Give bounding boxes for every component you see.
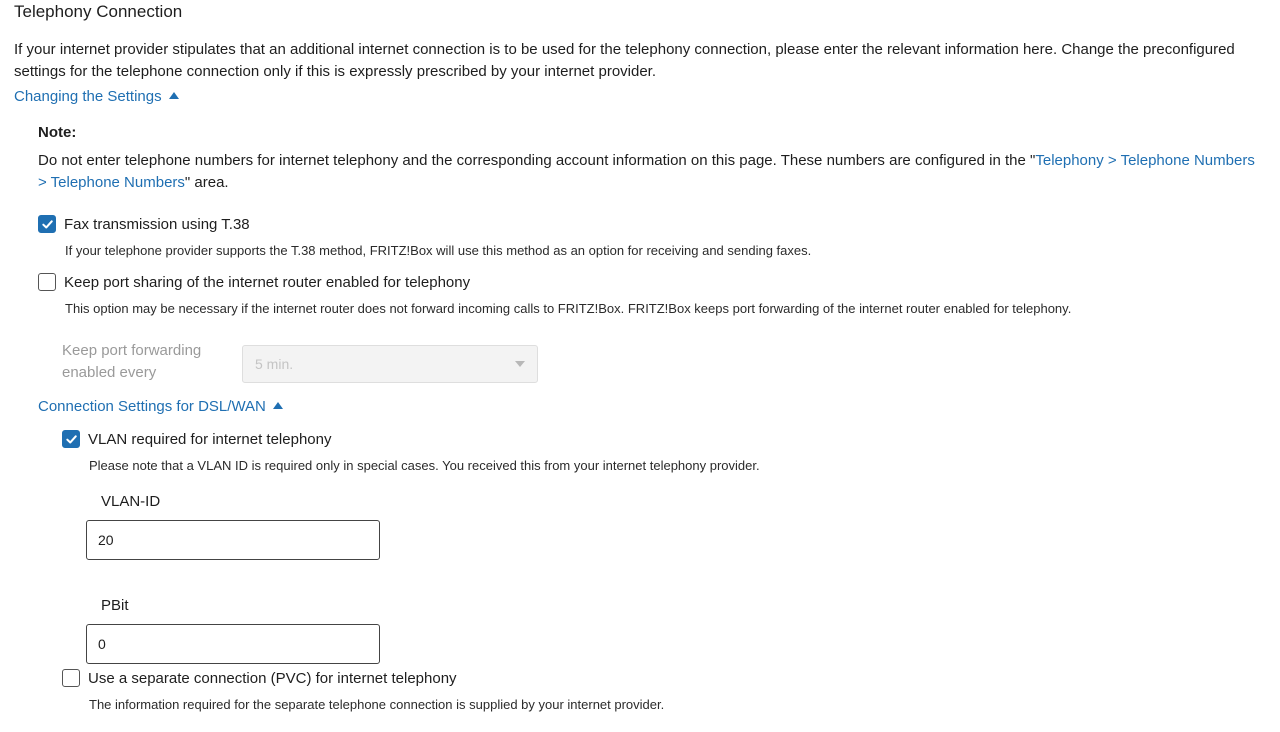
note-text bbox=[38, 150, 1263, 194]
vlan-label: VLAN required for internet telephony bbox=[88, 430, 332, 448]
port-sharing-label: Keep port sharing of the internet router enabled for telephony bbox=[64, 273, 471, 291]
fax-option bbox=[38, 215, 250, 233]
pvc-label: Use a separate connection (PVC) for internet telephony bbox=[88, 669, 457, 687]
pvc-hint: The information required for the separate telephone connection is supplied by your internet provider. bbox=[89, 697, 665, 712]
dsl-wan-toggle[interactable] bbox=[38, 398, 283, 415]
port-forwarding-select bbox=[242, 345, 538, 383]
pbit-input[interactable] bbox=[86, 624, 380, 664]
vlan-id-label: VLAN-ID bbox=[101, 493, 161, 510]
vlan-option bbox=[62, 430, 331, 448]
vlan-id-input[interactable] bbox=[86, 520, 380, 560]
pvc-checkbox[interactable] bbox=[62, 669, 80, 687]
check-icon bbox=[65, 433, 78, 446]
vlan-checkbox[interactable] bbox=[62, 430, 80, 448]
pvc-option bbox=[62, 669, 457, 687]
note-label: Note: bbox=[38, 124, 77, 141]
port-sharing-hint: This option may be necessary if the internet router does not forward incoming calls to FRITZ!Box. FRITZ!Box keeps port forwarding of the internet router enabled for telephony. bbox=[65, 301, 1072, 316]
pbit-label: PBit bbox=[101, 597, 129, 614]
fax-label: Fax transmission using T.38 bbox=[64, 215, 250, 233]
chevron-down-icon bbox=[515, 361, 525, 367]
caret-up-icon bbox=[273, 402, 283, 409]
changing-settings-label: Changing the Settings bbox=[14, 88, 162, 105]
note-text-after: " area. bbox=[184, 174, 229, 191]
fax-hint: If your telephone provider supports the T.38 method, FRITZ!Box will use this method as an option for receiving and sending faxes. bbox=[65, 243, 812, 258]
port-sharing-option bbox=[38, 273, 470, 291]
note-text-before: Do not enter telephone numbers for internet telephony and the corresponding account information on this page. These numbers are configured in the " bbox=[38, 152, 1036, 169]
port-sharing-checkbox[interactable] bbox=[38, 273, 56, 291]
vlan-hint: Please note that a VLAN ID is required only in special cases. You received this from your internet telephony provider. bbox=[89, 458, 760, 473]
fax-checkbox[interactable] bbox=[38, 215, 56, 233]
caret-up-icon bbox=[169, 92, 179, 99]
port-forwarding-value: 5 min. bbox=[255, 356, 294, 372]
port-forwarding-label: Keep port forwarding enabled every bbox=[62, 342, 202, 381]
dsl-wan-label: Connection Settings for DSL/WAN bbox=[38, 398, 266, 415]
telephone-numbers-link[interactable]: Telephony > Telephone Numbers > Telephone Numbers bbox=[38, 152, 1255, 191]
check-icon bbox=[41, 218, 54, 231]
changing-settings-toggle[interactable] bbox=[14, 88, 179, 105]
intro-text: If your internet provider stipulates that an additional internet connection is to be used for the telephony connection, please enter the relevant information here. Change the preconfigured settings for the telephone connection only if this is expressly prescribed by your internet provider. bbox=[14, 41, 1235, 80]
section-title: Telephony Connection bbox=[14, 2, 183, 21]
